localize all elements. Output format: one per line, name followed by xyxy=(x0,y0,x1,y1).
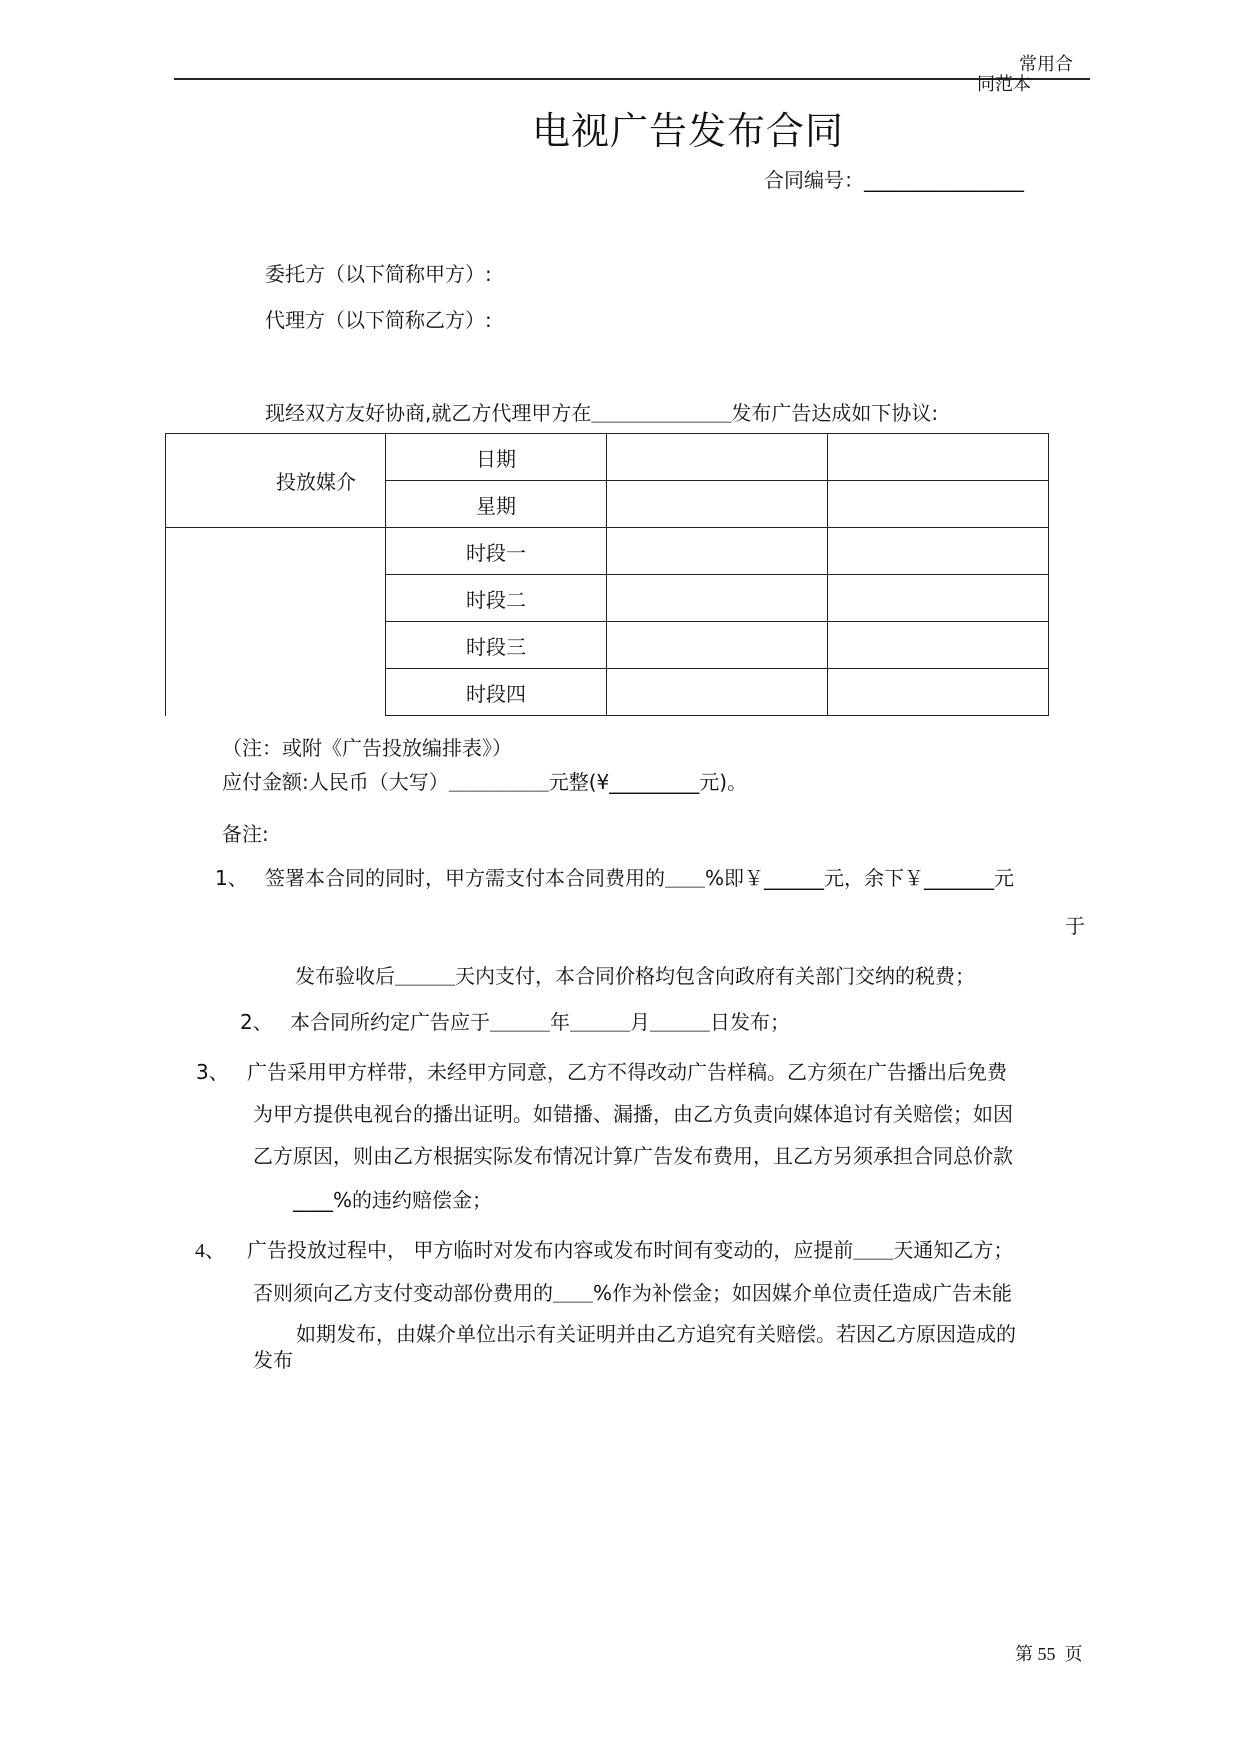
clause-4-line3-tail: 发布 xyxy=(253,1348,293,1372)
table-cell xyxy=(828,575,1049,622)
media-schedule-table xyxy=(165,433,1049,716)
header-label-line1: 常用合 xyxy=(1019,54,1073,75)
table-cell xyxy=(828,622,1049,669)
row-label-cell xyxy=(386,434,607,481)
row-label: 时段二 xyxy=(466,587,526,612)
clause-2-text: 本合同所约定广告应于＿＿＿年＿＿＿月＿＿＿日发布； xyxy=(290,1010,790,1034)
clause-1-line1-tail: 于 xyxy=(1065,914,1085,938)
clause-4-line1: 广告投放过程中， 甲方临时对发布内容或发布时间有变动的，应提前＿＿天通知乙方； xyxy=(247,1238,1014,1262)
page-number-value: 55 xyxy=(1037,1644,1056,1664)
client-party: 委托方（以下简称甲方）: xyxy=(265,262,492,286)
clause-3-line3: 乙方原因，则由乙方根据实际发布情况计算广告发布费用，且乙方另须承担合同总价款 xyxy=(253,1144,1013,1168)
table-cell xyxy=(607,481,828,528)
table-cell xyxy=(607,575,828,622)
table-cell xyxy=(828,528,1049,575)
row-label-cell xyxy=(386,575,607,622)
blank-left-cell xyxy=(166,528,386,716)
clause-1-number: 1、 xyxy=(215,866,248,890)
contract-number: 合同编号：________________ xyxy=(764,168,1024,192)
page-number xyxy=(1015,1640,1083,1666)
document-title: 电视广告发布合同 xyxy=(532,109,845,153)
clause-3-line2: 为甲方提供电视台的播出证明。如错播、漏播，由乙方负责向媒体追讨有关赔偿；如因 xyxy=(253,1102,1013,1126)
page-prefix: 第 xyxy=(1015,1644,1033,1664)
table-cell xyxy=(828,434,1049,481)
clause-4-number: 4、 xyxy=(195,1240,225,1262)
payment-amount: 应付金额:人民币（大写）＿＿＿＿＿元整(¥_________元)。 xyxy=(222,770,748,794)
header-label-line2: 同范本 xyxy=(977,74,1031,95)
table-cell xyxy=(828,669,1049,716)
row-label: 日期 xyxy=(476,446,516,471)
page-suffix: 页 xyxy=(1064,1644,1083,1664)
table-cell xyxy=(607,669,828,716)
table-note: （注：或附《广告投放编排表》） xyxy=(222,736,512,760)
row-label-cell xyxy=(386,669,607,716)
row-label-cell xyxy=(386,481,607,528)
row-label: 时段三 xyxy=(466,634,526,659)
table-row xyxy=(166,528,1049,575)
clause-3-number: 3、 xyxy=(196,1060,229,1084)
remarks-title: 备注: xyxy=(222,822,269,846)
table-cell xyxy=(607,434,828,481)
clause-3-line1: 广告采用甲方样带，未经甲方同意，乙方不得改动广告样稿。乙方须在广告播出后免费 xyxy=(247,1060,1007,1084)
clause-4-line2: 否则须向乙方支付变动部份费用的＿＿%作为补偿金；如因媒介单位责任造成广告未能 xyxy=(253,1281,1013,1305)
table-cell xyxy=(828,481,1049,528)
clause-1-line2: 发布验收后＿＿＿天内支付，本合同价格均包含向政府有关部门交纳的税费； xyxy=(295,964,975,988)
row-label-cell xyxy=(386,622,607,669)
header-rule xyxy=(174,78,1090,80)
intro-text: 现经双方友好协商,就乙方代理甲方在＿＿＿＿＿＿＿发布广告达成如下协议: xyxy=(265,401,939,425)
table-row xyxy=(166,434,1049,481)
clause-4-line3: 如期发布，由媒介单位出示有关证明并由乙方追究有关赔偿。若因乙方原因造成的 xyxy=(296,1322,1016,1346)
row-label: 星期 xyxy=(476,493,516,518)
row-label: 时段四 xyxy=(466,681,526,706)
media-label-cell xyxy=(166,434,386,528)
table-cell xyxy=(607,528,828,575)
clause-2-number: 2、 xyxy=(240,1010,273,1034)
clause-3-line4: ____%的违约赔偿金； xyxy=(293,1188,493,1212)
table-cell xyxy=(607,622,828,669)
row-label: 时段一 xyxy=(466,540,526,565)
media-label: 投放媒介 xyxy=(276,470,356,494)
agent-party: 代理方（以下简称乙方）: xyxy=(265,308,492,332)
clause-1-line1: 签署本合同的同时，甲方需支付本合同费用的＿＿%即￥______元，余下￥_______元 xyxy=(265,866,1015,890)
row-label-cell xyxy=(386,528,607,575)
